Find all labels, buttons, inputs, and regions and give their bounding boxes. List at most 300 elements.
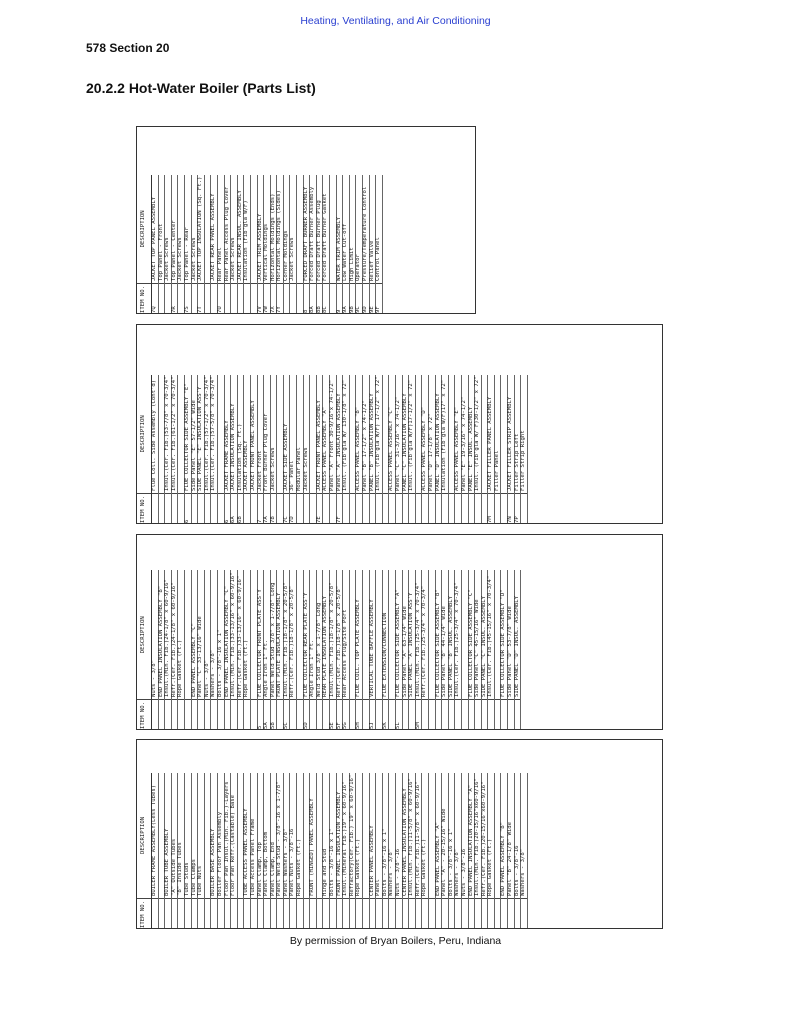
description-cell: Side Panel "A" 63-1/4" Wide <box>402 570 409 699</box>
description-cell: Forced Draft Burner Assembly <box>310 175 317 284</box>
item-no-cell <box>323 899 330 929</box>
item-no-cell: 5F <box>336 700 343 730</box>
item-no-cell <box>395 494 402 524</box>
item-no-cell <box>158 494 165 524</box>
description-cell: Rope Gasket (Ft.) <box>297 773 304 899</box>
item-no-cell: 9E <box>369 284 376 314</box>
description-cell: Relief Valve <box>369 175 376 284</box>
table-row <box>369 570 376 730</box>
item-no-cell <box>422 494 429 524</box>
description-cell: Panel "D" 17-1/8" x 72" <box>428 375 435 494</box>
item-no-cell <box>455 899 462 929</box>
item-no-cell <box>198 899 205 929</box>
item-no-cell <box>428 700 435 730</box>
description-cell: FLUE COLLECTOR FRONT PLATE ASS'Y <box>257 570 264 699</box>
item-no-cell <box>257 899 264 929</box>
item-no-cell: 7F <box>336 494 343 524</box>
item-no-cell <box>402 700 409 730</box>
description-cell: Insul. (Fib'gla W/F)17-1/2" x 72" <box>409 375 416 494</box>
description-cell: Bolts - 3/8"-16 x 1" <box>448 773 455 899</box>
item-no-cell <box>494 899 501 929</box>
item-no-cell <box>363 494 370 524</box>
description-cell: Corner Moldings <box>283 175 290 284</box>
description-cell: VERTICAL TUBE BAFFLE ASSEMBLY <box>369 570 376 699</box>
item-no-cell <box>336 899 343 929</box>
description-cell: END PANEL ASSEMBLY "B" <box>501 773 508 899</box>
description-cell: Rope Gasket (Ft.) <box>488 773 495 899</box>
item-no-cell <box>211 899 218 929</box>
item-no-cell <box>178 700 185 730</box>
table-row <box>369 773 376 929</box>
description-cell: Forced Draft Burner Gasket <box>323 175 330 284</box>
item-no-cell: 7C <box>283 494 290 524</box>
description-header: DESCRIPTION <box>137 570 152 699</box>
item-no-cell <box>323 494 330 524</box>
item-no-cell <box>165 494 172 524</box>
item-no-cell <box>152 494 159 524</box>
description-cell: TUBE ACCESS PANEL ASSEMBLY <box>244 773 251 899</box>
description-cell: Panel <box>376 773 383 899</box>
item-no-cell: 9A <box>343 284 350 314</box>
item-no-cell <box>461 494 468 524</box>
description-cell: Nuts - 3/8"-16 <box>461 773 468 899</box>
description-cell: Panel "C" 31-3/16" x 74-1/2" <box>395 375 402 494</box>
section-title: 20.2.2 Hot-Water Boiler (Parts List) <box>86 80 316 96</box>
item-no-cell <box>303 899 310 929</box>
description-cell: FLUE COLLECTOR SIDE ASSEMBLY "C" <box>468 570 475 699</box>
item-no-cell <box>316 899 323 929</box>
table-row <box>521 773 528 929</box>
description-cell: CENTER PANEL ASSEMBLY <box>369 773 376 899</box>
item-no-cell <box>204 494 211 524</box>
item-no-cell <box>382 494 389 524</box>
item-no-cell <box>343 899 350 929</box>
description-cell: Washers - 3/8" <box>455 773 462 899</box>
description-cell: FRONT PANEL INSULATION ASSEMBLY <box>336 773 343 899</box>
item-no-cell <box>297 899 304 929</box>
description-cell: Insul.(Cer. Fib.)57-1/2" x 70-3/4" <box>204 375 211 494</box>
item-no-cell: 7W <box>264 284 271 314</box>
item-no-cell <box>508 700 515 730</box>
item-no-cell <box>428 899 435 929</box>
description-cell: Insul.(Cer. Fib.)57-5/8" x 70-3/4" <box>211 375 218 494</box>
item-no-cell: 5 <box>257 700 264 730</box>
description-cell: Jacket Screws <box>270 375 277 494</box>
item-no-cell: 7D <box>290 494 297 524</box>
description-cell: Pressure/Temperature Control <box>363 175 370 284</box>
description-cell: Insulation (Fib'gla W/F)17" x 72" <box>442 375 449 494</box>
item-no-cell <box>475 494 482 524</box>
item-no-cell <box>224 899 231 929</box>
description-cell: Insul.(Min. Fib.)25-3/4" x 70-3/4" <box>415 570 422 699</box>
description-cell: Rope Gasket (Ft.) <box>244 570 251 699</box>
description-cell: PANEL "E" INSUL. ASSEMBLY <box>468 375 475 494</box>
item-no-cell <box>290 700 297 730</box>
description-cell: Refr.(Cer. Fib.)24-1/8" x 60-9/16" <box>171 570 178 699</box>
block-rows <box>152 570 521 730</box>
item-no-cell <box>501 700 508 730</box>
description-cell: JACKET TOP PANEL ASSEMBLY <box>152 175 159 284</box>
item-no-cell <box>158 284 165 314</box>
item-no-cell: 5K <box>382 700 389 730</box>
item-no-cell <box>244 494 251 524</box>
description-cell: WATER TRIM ASSEMBLY <box>336 175 343 284</box>
description-cell: END PANEL ASSEMBLY "A" <box>435 773 442 899</box>
description-cell: JACKET ASSEMBLY <box>244 375 251 494</box>
description-cell: Refr.(Cer. Fib.)20-15/16"x60-9/16" <box>481 773 488 899</box>
description-cell: JACKET FRONT PANEL ASSEMBLY <box>250 375 257 494</box>
table-row <box>461 773 468 929</box>
item-no-cell <box>422 700 429 730</box>
table-header-row <box>137 570 152 730</box>
parts-table-2 <box>137 570 521 730</box>
item-no-cell: 6B <box>237 494 244 524</box>
item-no-cell <box>382 899 389 929</box>
item-no-cell <box>521 494 528 524</box>
description-cell: Panel "E" 19-3/16" x 74-1/2" <box>461 375 468 494</box>
item-no-cell <box>250 284 257 314</box>
item-no-cell <box>442 899 449 929</box>
item-no-cell <box>290 899 297 929</box>
description-cell: Rope Gasket (Ft.) <box>178 570 185 699</box>
description-cell: FLUE COLLECTOR REAR PLATE ASS'Y <box>303 570 310 699</box>
description-cell: FLUE COLLECTOR SIDE ASSEMBLY "E" <box>184 375 191 494</box>
description-cell: Forced Draft Burner Plug <box>316 175 323 284</box>
item-no-cell: 7E <box>316 494 323 524</box>
table-row <box>343 175 350 314</box>
item-no-cell <box>204 899 211 929</box>
description-header: DESCRIPTION <box>137 375 152 494</box>
description-cell: Panel Washers - 3/8" <box>283 773 290 899</box>
table-header-row <box>137 773 152 929</box>
item-no-cell: 5M <box>415 700 422 730</box>
table-row <box>461 375 468 524</box>
item-no-cell <box>475 899 482 929</box>
description-cell: PANEL "C" INSULATION ASSEMBLY <box>402 375 409 494</box>
description-cell: JACKET FILLER PANEL ASSEMBLY <box>488 375 495 494</box>
description-cell: Flue Coll. Side Assembly (Cont'd) <box>152 375 159 494</box>
table-row <box>422 773 429 929</box>
table-row <box>488 773 495 929</box>
table-row <box>231 773 238 929</box>
item-no-cell <box>475 700 482 730</box>
description-cell: FLUE EXTENSION/CONNECTION <box>382 570 389 699</box>
item-no-cell: 6 <box>184 494 191 524</box>
item-no-cell <box>409 899 416 929</box>
item-no-cell <box>501 899 508 929</box>
item-no-cell: 5J <box>369 700 376 730</box>
description-cell: Nuts - 3/8" <box>204 570 211 699</box>
description-cell: Filler Strip Left <box>514 375 521 494</box>
description-cell: Nuts - 3/8"-16 <box>395 773 402 899</box>
description-cell: SIDE PANEL "C" INSUL. ASSEMBLY <box>481 570 488 699</box>
description-cell: Boiler Floor Pan Assembly <box>217 773 224 899</box>
item-no-cell <box>488 700 495 730</box>
description-cell: JACKET SIDE ASSEMBLY <box>283 375 290 494</box>
block-rows <box>152 773 528 929</box>
description-cell: Panel "A" - 20-15/16" Wide <box>442 773 449 899</box>
description-cell: Filler Panel <box>494 375 501 494</box>
table-row <box>250 570 257 730</box>
description-cell: Side Panel "E" 57-1/2" Wide <box>191 375 198 494</box>
description-cell: Horizontal Moldings (Sides) <box>277 175 284 284</box>
item-no-cell <box>191 899 198 929</box>
item-no-cell <box>330 899 337 929</box>
block-rows <box>152 375 528 524</box>
item-no-cell <box>191 494 198 524</box>
description-cell: Insul.(Min. Fib.)24-1/8" x 60-9/16" <box>165 570 172 699</box>
table-row <box>244 570 251 730</box>
page-section-label: 578 Section 20 <box>86 41 170 55</box>
description-cell: Panel Clamp, Bottom <box>264 773 271 899</box>
description-cell: Rope Gasket (Ft.) <box>356 773 363 899</box>
item-no-cell <box>494 494 501 524</box>
item-no-cell: 9 <box>336 284 343 314</box>
table-row <box>356 773 363 929</box>
table-row <box>250 375 257 524</box>
item-no-cell <box>376 899 383 929</box>
item-no-cell: 8B <box>316 284 323 314</box>
parts-table-4 <box>137 175 383 314</box>
description-cell: Jacket Screws <box>178 175 185 284</box>
description-cell: Insul. (Fib'gla W/F) 17-1/2" x 72" <box>376 375 383 494</box>
item-no-cell: 9D <box>363 284 370 314</box>
description-cell: Bolts - 3/8"-16 <box>514 773 521 899</box>
description-cell: Insul.(Min. Fib.)11-5/8" x 60-9/16" <box>409 773 416 899</box>
description-cell: Panel "B" 17-1/2" x 74-1/2" <box>363 375 370 494</box>
item-no-cell <box>508 899 515 929</box>
table-row <box>171 375 178 524</box>
description-cell: Insul.(Cer. Fib.)25-3/4" x 70-3/4" <box>455 570 462 699</box>
item-no-cell <box>198 494 205 524</box>
table-row <box>343 570 350 730</box>
table-row <box>198 773 205 929</box>
item-no-cell <box>184 899 191 929</box>
description-cell: Insulation (Fib'gla W/F) <box>244 175 251 284</box>
description-cell <box>250 570 257 699</box>
item-no-cell: 5D <box>303 700 310 730</box>
table-row <box>376 375 383 524</box>
item-no-cell <box>468 700 475 730</box>
item-no-cell <box>481 899 488 929</box>
description-cell: Tube Access Panel Frame <box>250 773 257 899</box>
description-cell: Panel "C" 33-13/16" Wide <box>198 570 205 699</box>
parts-table-block-2 <box>136 534 663 730</box>
description-cell: Refr.(Cer. Fib.)25-3/4" x 70-3/4" <box>422 570 429 699</box>
table-row <box>244 175 251 314</box>
item-no-cell <box>376 494 383 524</box>
table-row <box>303 375 310 524</box>
item-no-cell: 5C <box>283 700 290 730</box>
table-row <box>191 773 198 929</box>
item-no-cell <box>494 700 501 730</box>
item-no-cell <box>369 494 376 524</box>
item-no-cell <box>297 494 304 524</box>
item-no-cell <box>264 899 271 929</box>
item-no-cell <box>369 899 376 929</box>
item-no-cell <box>231 899 238 929</box>
table-row <box>283 375 290 524</box>
description-cell: Top Panel - Front <box>158 175 165 284</box>
item-no-cell <box>468 899 475 929</box>
description-cell: "A" Outside Tubes <box>171 773 178 899</box>
item-no-cell: 8C <box>323 284 330 314</box>
description-cell: FLUE COLLECTOR SIDE ASSEMBLY "A" <box>395 570 402 699</box>
description-cell: Insul.(Min. Fib.)18-1/8" x 20-5/8" <box>283 570 290 699</box>
description-cell: SIDE PANEL "D" INSUL. ASSEMBLY <box>514 570 521 699</box>
table-row <box>461 570 468 730</box>
description-cell: ACCESS PANEL ASSEMBLY "D" <box>422 375 429 494</box>
table-row <box>488 570 495 730</box>
table-row <box>297 773 304 929</box>
block-rows <box>152 175 383 314</box>
item-no-cell: 7T <box>198 284 205 314</box>
item-no-cell <box>442 700 449 730</box>
description-cell: ACCESS PANEL ASSEMBLY "A" <box>323 375 330 494</box>
table-row <box>475 375 482 524</box>
description-cell: END PANEL INSULATION ASSEMBLY "C" <box>224 570 231 699</box>
item-no-cell <box>435 899 442 929</box>
table-row <box>521 375 528 524</box>
description-cell: Insulation (Sq. Ft.) <box>237 375 244 494</box>
description-cell: BOILER TUBE ASSEMBLY <box>165 773 172 899</box>
description-cell: Angle Iron 1" Ft. <box>264 570 271 699</box>
item-no-cell: 9B <box>349 284 356 314</box>
description-cell: Insul. (Fib'gla W/ F)30-1/2" x 72" <box>475 375 482 494</box>
description-cell: Refr.(Cer. Fib.)18-1/8" x 20-5/8" <box>290 570 297 699</box>
description-cell: SIDE PANEL "A" INSULATION ASS'Y <box>409 570 416 699</box>
item-no-cell <box>178 899 185 929</box>
item-no-cell <box>250 700 257 730</box>
item-no-cell <box>244 700 251 730</box>
description-cell: Jacket Front <box>257 375 264 494</box>
item-no-cell <box>165 899 172 929</box>
item-no-cell <box>389 899 396 929</box>
description-cell: PANEL "D" INSULATION ASSEMBLY <box>435 375 442 494</box>
description-cell: JACKET TRIM ASSEMBLY <box>257 175 264 284</box>
parts-table-1 <box>137 773 528 929</box>
description-cell: Rope Gasket (Ft.) <box>422 773 429 899</box>
table-row <box>250 175 257 314</box>
description-cell: FORCED DRAFT BURNER ASSEMBLY <box>303 175 310 284</box>
description-cell: END PANEL INSULATION ASSEMBLY "B" <box>158 570 165 699</box>
description-cell: Jacket Screws <box>191 175 198 284</box>
table-row <box>356 570 363 730</box>
table-row <box>178 773 185 929</box>
item-no-cell: 8 <box>303 284 310 314</box>
table-header-row <box>137 375 152 524</box>
item-no-cell <box>310 700 317 730</box>
table-row <box>310 773 317 929</box>
item-no-cell <box>448 494 455 524</box>
item-no-cell <box>165 700 172 730</box>
description-cell: Insul.(Min. Fib.)20-15/16"x60-9/16" <box>475 773 482 899</box>
description-cell: Modular Panel <box>297 375 304 494</box>
item-no-cell <box>250 899 257 929</box>
table-row <box>198 570 205 730</box>
description-cell: Filler Strip Right <box>521 375 528 494</box>
description-cell: FLUE COLL. TOP PLATE ASSEMBLY <box>356 570 363 699</box>
description-cell: Insul.(Cer. Fib.)45-15/16" x 70-3/4" <box>488 570 495 699</box>
description-cell: Floor Pan Insul.(Min. Fib.)-Layers <box>224 773 231 899</box>
description-cell: Insul.(Cer. Fib.)61-1/2" x 70-3/4" <box>171 375 178 494</box>
item-no-cell <box>389 494 396 524</box>
item-no-cell <box>514 700 521 730</box>
description-cell: PANEL "B" INSULATION ASSEMBLY <box>369 375 376 494</box>
description-cell <box>461 570 468 699</box>
item-no-cell <box>211 494 218 524</box>
item-no-cell: 5G <box>343 700 350 730</box>
description-cell: BOILER FRAME ASSEMBLY(Less Tubes) <box>152 773 159 899</box>
description-cell: JACKET REAR INSUL. ASSEMBLY <box>237 175 244 284</box>
table-row <box>343 375 350 524</box>
description-cell: Insul.(Cer. Fib.)53-7/8" x 70-3/4" <box>165 375 172 494</box>
item-no-cell <box>455 494 462 524</box>
description-cell: SIDE PANEL "E" INSULATION ASS'Y <box>198 375 205 494</box>
table-header-row <box>137 175 152 314</box>
description-cell: Panel Nuts - 3/8"-16 <box>290 773 297 899</box>
description-cell: END PANEL ASSEMBLY "C" <box>191 570 198 699</box>
item-no-cell: 9F <box>376 284 383 314</box>
item-no-cell <box>283 284 290 314</box>
table-row <box>442 375 449 524</box>
description-cell: JACKET FILLER STRIP ASSEMBLY <box>508 375 515 494</box>
item-no-cell <box>231 700 238 730</box>
table-row <box>184 773 191 929</box>
item-no-cell <box>428 494 435 524</box>
description-cell: FLUE COLLECTOR SIDE ASSEMBLY "B" <box>435 570 442 699</box>
table-row <box>290 570 297 730</box>
item-no-cell <box>204 700 211 730</box>
item-no-cell: 7M <box>488 494 495 524</box>
description-cell: Insul. (Fib'gla W/ 130-1/8" x 72" <box>343 375 350 494</box>
table-row <box>178 570 185 730</box>
description-cell: Panel Weld Stud 3/8" x 1-7/8" Long <box>270 570 277 699</box>
item-no-cell <box>402 494 409 524</box>
description-cell: FRONT PLATE INSULATION ASSEMBLY <box>277 570 284 699</box>
description-cell: Top Panel - Rear <box>184 175 191 284</box>
description-cell: Front Burner Plug Cover <box>264 375 271 494</box>
table-row <box>514 570 521 730</box>
item-no-cell: 7U <box>217 284 224 314</box>
item-no-cell <box>211 700 218 730</box>
item-no-cell <box>191 700 198 730</box>
item-no-cell <box>184 700 191 730</box>
item-no-cell <box>310 899 317 929</box>
item-no-cell: 7A <box>264 494 271 524</box>
item-no-cell <box>514 899 521 929</box>
parts-table-3 <box>137 375 528 524</box>
item-no-cell <box>171 494 178 524</box>
description-cell: Tube Clamps <box>191 773 198 899</box>
description-cell: Refr.(Cer. Fib.)33-13/16" x 60-9/16" <box>237 570 244 699</box>
table-row <box>409 375 416 524</box>
item-no-cell <box>171 899 178 929</box>
description-cell: Refr.(Cer. Fib.)11-5/8" x 60-9/16" <box>415 773 422 899</box>
item-no-cell: 7P <box>514 494 521 524</box>
description-cell: Bolts - 3/8"-16 x 1" <box>382 773 389 899</box>
item-no-cell <box>435 700 442 730</box>
parts-table-block-4 <box>136 126 476 314</box>
description-cell: JACKET FRAME ASSEMBLY <box>224 375 231 494</box>
description-cell: Side Panel "C" 45-15/16" Wide <box>475 570 482 699</box>
item-no-cell <box>422 899 429 929</box>
description-cell: Side Panel "D" 53-7/8" Wide <box>508 570 515 699</box>
item-no-cell <box>224 284 231 314</box>
item-no-header: ITEM NO. <box>137 700 152 730</box>
description-cell: JACKET INSULATION ASSEMBLY <box>231 375 238 494</box>
description-cell: ACCESS PANEL ASSEMBLY "B" <box>356 375 363 494</box>
